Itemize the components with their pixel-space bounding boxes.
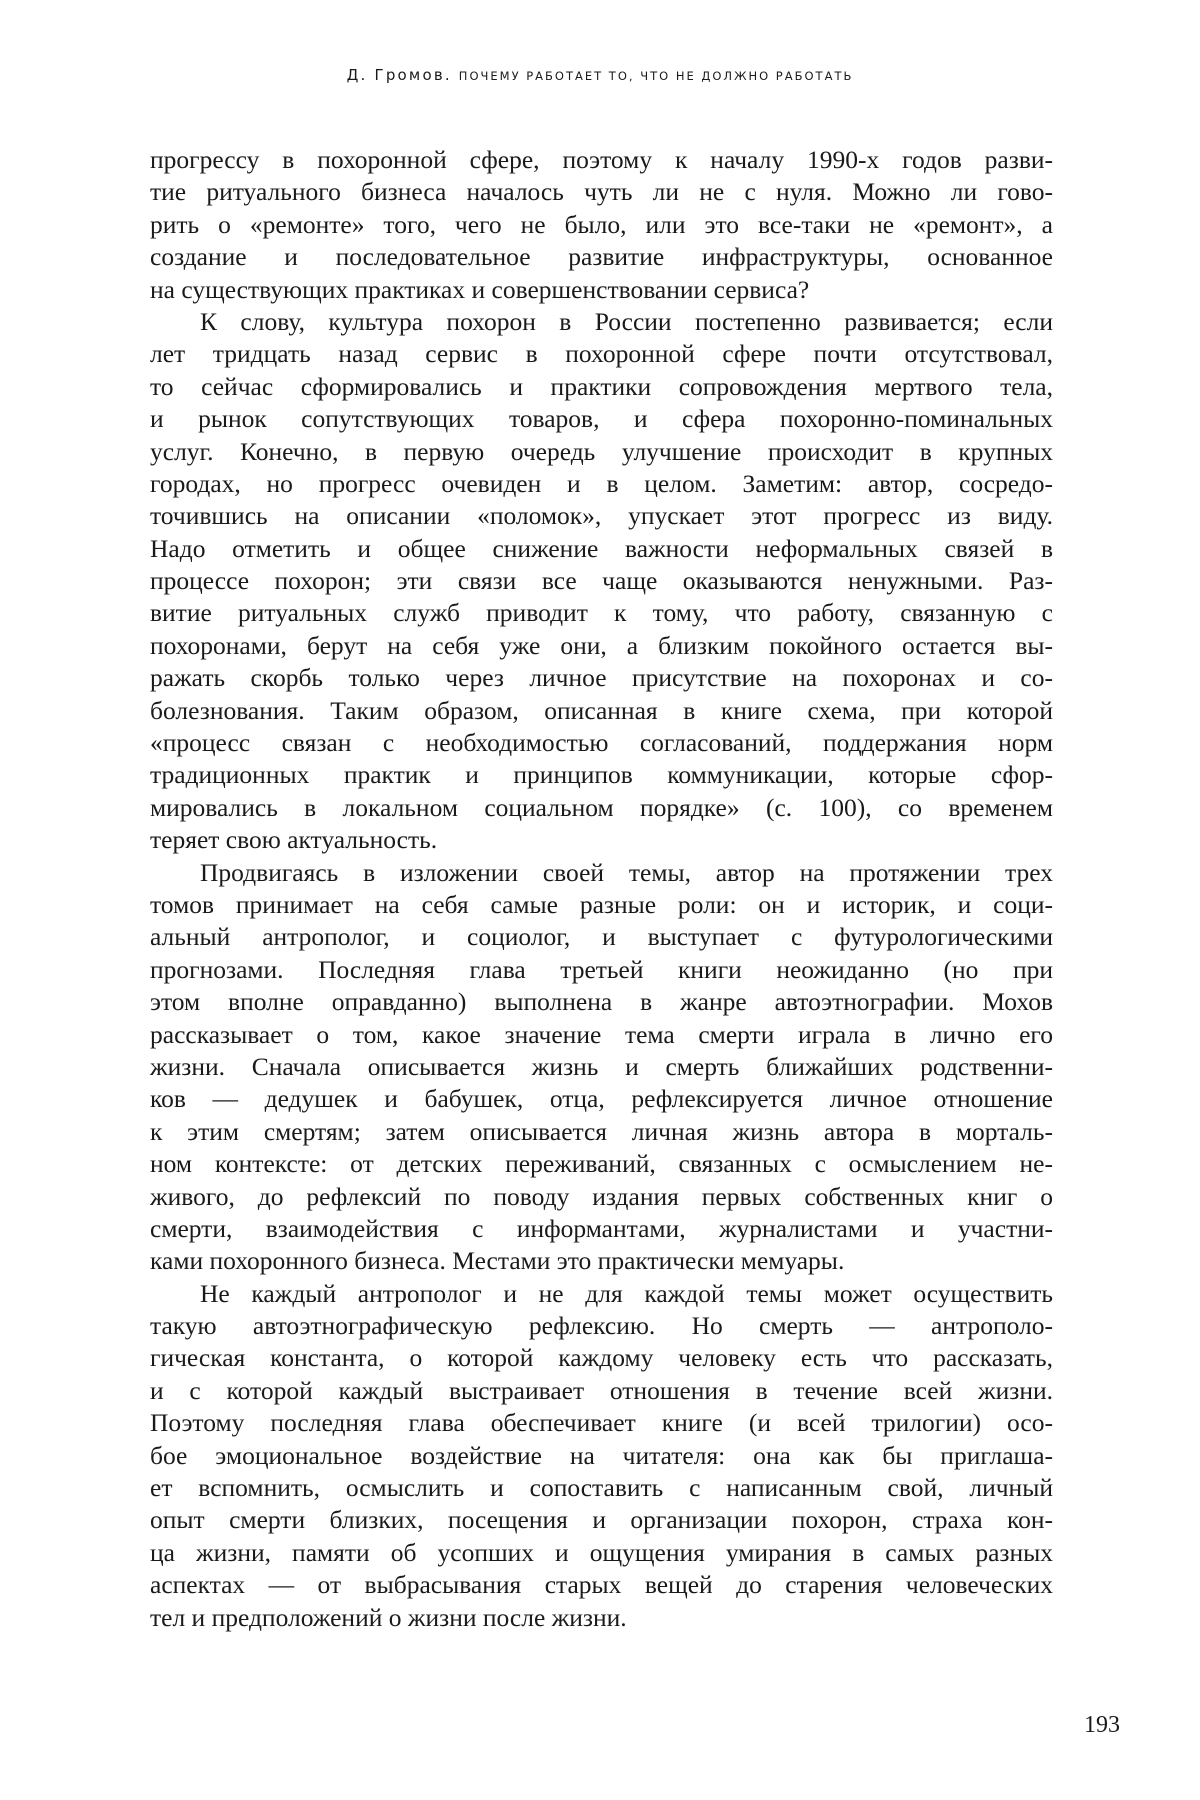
text-line: Поэтому последняя глава обеспечивает книге (и всей трилогии) осо- — [150, 1408, 1053, 1438]
paragraph — [150, 144, 1053, 306]
text-line: мировались в локальном социальном порядке» (с. 100), со временем — [150, 792, 1053, 822]
text-line: услуг. Конечно, в первую очередь улучшение происходит в крупных — [150, 436, 1053, 466]
text-line: традиционных практик и принципов коммуникации, которые сфор- — [150, 760, 1053, 790]
text-line: Надо отметить и общее снижение важности неформальных связей в — [150, 533, 1053, 563]
text-line: тие ритуального бизнеса началось чуть ли не с нуля. Можно ли гово- — [150, 177, 1053, 207]
text-line: лет тридцать назад сервис в похоронной сфере почти отсутствовал, — [150, 339, 1053, 369]
text-line: точившись на описании «поломок», упускает этот прогресс из виду. — [150, 501, 1053, 531]
text-line: городах, но прогресс очевиден и в целом. Заметим: автор, сосредо- — [150, 468, 1053, 498]
text-line: ца жизни, памяти об усопших и ощущения умирания в самых разных — [150, 1537, 1053, 1567]
text-line: гическая константа, о которой каждому человеку есть что рассказать, — [150, 1343, 1053, 1373]
text-line: создание и последовательное развитие инфраструктуры, основанное — [150, 242, 1053, 272]
text-line: болезнования. Таким образом, описанная в книге схема, при которой — [150, 695, 1053, 725]
text-line: альный антрополог, и социолог, и выступает с футурологическими — [150, 922, 1053, 952]
text-line: тел и предположений о жизни после жизни. — [150, 1602, 627, 1632]
text-line: бое эмоциональное воздействие на читателя: она как бы приглаша- — [150, 1440, 1053, 1470]
text-line: такую автоэтнографическую рефлексию. Но смерть — антрополо- — [150, 1311, 1053, 1341]
text-line: процессе похорон; эти связи все чаще оказываются ненужными. Раз- — [150, 566, 1053, 596]
text-line: жизни. Сначала описывается жизнь и смерть ближайших родственни- — [150, 1051, 1053, 1081]
body-text — [150, 144, 1053, 1634]
text-line: ет вспомнить, осмыслить и сопоставить с написанным свой, личный — [150, 1473, 1053, 1503]
running-head-title: ПОЧЕМУ РАБОТАЕТ ТО, ЧТО НЕ ДОЛЖНО РАБОТАТЬ — [458, 69, 854, 83]
text-line: Не каждый антрополог и не для каждой темы может осуществить — [200, 1278, 1053, 1308]
text-line: Продвигаясь в изложении своей темы, автор на протяжении трех — [200, 857, 1053, 887]
running-head-author: Д. Громов. — [346, 66, 452, 84]
text-line: «процесс связан с необходимостью согласований, поддержания норм — [150, 728, 1053, 758]
text-line: К слову, культура похорон в России постепенно развивается; если — [200, 306, 1053, 336]
paragraph — [150, 857, 1053, 1278]
text-line: ками похоронного бизнеса. Местами это практически мемуары. — [150, 1246, 845, 1276]
text-line: и с которой каждый выстраивает отношения в течение всей жизни. — [150, 1375, 1053, 1405]
text-line: ражать скорбь только через личное присутствие на похоронах и со- — [150, 663, 1053, 693]
paragraph — [150, 1278, 1053, 1634]
text-line: ном контексте: от детских переживаний, связанных с осмыслением не- — [150, 1149, 1053, 1179]
text-line: витие ритуальных служб приводит к тому, что работу, связанную с — [150, 598, 1053, 628]
text-line: этом вполне оправданно) выполнена в жанре автоэтнографии. Мохов — [150, 987, 1053, 1017]
page-number: 193 — [1084, 1712, 1120, 1738]
text-line: томов принимает на себя самые разные роли: он и историк, и соци- — [150, 889, 1053, 919]
text-line: рассказывает о том, какое значение тема смерти играла в лично его — [150, 1019, 1053, 1049]
text-line: смерти, взаимодействия с информантами, журналистами и участни- — [150, 1213, 1053, 1243]
text-line: живого, до рефлексий по поводу издания первых собственных книг о — [150, 1181, 1053, 1211]
text-line: теряет свою актуальность. — [150, 825, 438, 855]
text-line: похоронами, берут на себя уже они, а близким покойного остается вы- — [150, 630, 1053, 660]
text-line: то сейчас сформировались и практики сопровождения мертвого тела, — [150, 371, 1053, 401]
paragraph — [150, 306, 1053, 857]
running-head — [150, 66, 1050, 84]
text-line: и рынок сопутствующих товаров, и сфера похоронно-поминальных — [150, 404, 1053, 434]
text-line: к этим смертям; затем описывается личная жизнь автора в морталь- — [150, 1116, 1053, 1146]
text-line: ков — дедушек и бабушек, отца, рефлексируется личное отношение — [150, 1084, 1053, 1114]
text-line: на существующих практиках и совершенствовании сервиса? — [150, 274, 810, 304]
text-line: рить о «ремонте» того, чего не было, или это все-таки не «ремонт», а — [150, 209, 1053, 239]
text-line: опыт смерти близких, посещения и организации похорон, страха кон- — [150, 1505, 1053, 1535]
text-line: прогрессу в похоронной сфере, поэтому к началу 1990-х годов разви- — [150, 145, 1053, 174]
text-line: прогнозами. Последняя глава третьей книги неожиданно (но при — [150, 954, 1053, 984]
text-line: аспектах — от выбрасывания старых вещей до старения человеческих — [150, 1570, 1053, 1600]
